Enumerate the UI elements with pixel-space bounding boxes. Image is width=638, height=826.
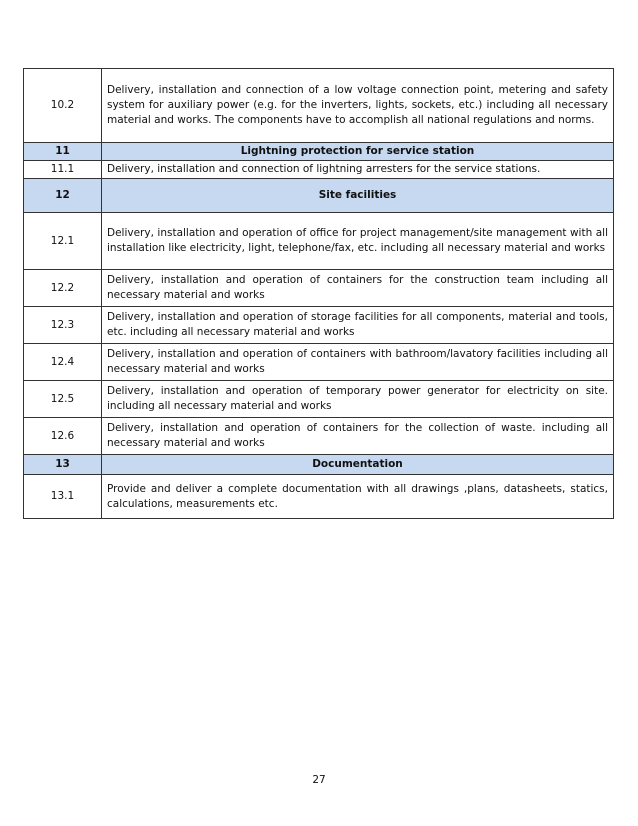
table-row: [24, 213, 614, 270]
item-description: Delivery, installation and operation of office for project management/site management with all installation like electricity, light, telephone/fax, etc. including all necessary material and works: [102, 213, 614, 270]
item-number: 12.4: [24, 344, 102, 381]
item-description: Delivery, installation and operation of containers for the collection of waste. including all necessary material and works: [102, 418, 614, 455]
section-header-row: [24, 455, 614, 475]
item-number: 12.1: [24, 213, 102, 270]
item-number: 12.3: [24, 307, 102, 344]
item-description: Delivery, installation and connection of a low voltage connection point, metering and safety system for auxiliary power (e.g. for the inverters, lights, sockets, etc.) including all necessary material and works. The components have to accomplish all national regulations and norms.: [102, 69, 614, 143]
item-number: 12.2: [24, 270, 102, 307]
section-header-row: [24, 179, 614, 213]
item-number: 12.5: [24, 381, 102, 418]
specification-table: [23, 68, 614, 519]
table-row: [24, 475, 614, 519]
table-row: [24, 418, 614, 455]
section-header-row: [24, 143, 614, 161]
item-description: Delivery, installation and operation of containers with bathroom/lavatory facilities including all necessary material and works: [102, 344, 614, 381]
table-row: [24, 161, 614, 179]
table-row: [24, 381, 614, 418]
section-title: Lightning protection for service station: [102, 143, 614, 161]
item-number: 10.2: [24, 69, 102, 143]
section-number: 11: [24, 143, 102, 161]
item-number: 12.6: [24, 418, 102, 455]
item-description: Delivery, installation and operation of containers for the construction team including all necessary material and works: [102, 270, 614, 307]
item-number: 13.1: [24, 475, 102, 519]
section-title: Documentation: [102, 455, 614, 475]
table-row: [24, 344, 614, 381]
table-row: [24, 270, 614, 307]
page-number: 27: [312, 774, 326, 786]
item-number: 11.1: [24, 161, 102, 179]
section-number: 13: [24, 455, 102, 475]
section-title: Site facilities: [102, 179, 614, 213]
table-row: [24, 307, 614, 344]
item-description: Delivery, installation and operation of temporary power generator for electricity on site. including all necessary material and works: [102, 381, 614, 418]
item-description: Provide and deliver a complete documentation with all drawings ,plans, datasheets, statics, calculations, measurements etc.: [102, 475, 614, 519]
section-number: 12: [24, 179, 102, 213]
item-description: Delivery, installation and operation of storage facilities for all components, material and tools, etc. including all necessary material and works: [102, 307, 614, 344]
table-row: [24, 69, 614, 143]
item-description: Delivery, installation and connection of lightning arresters for the service stations.: [102, 161, 614, 179]
